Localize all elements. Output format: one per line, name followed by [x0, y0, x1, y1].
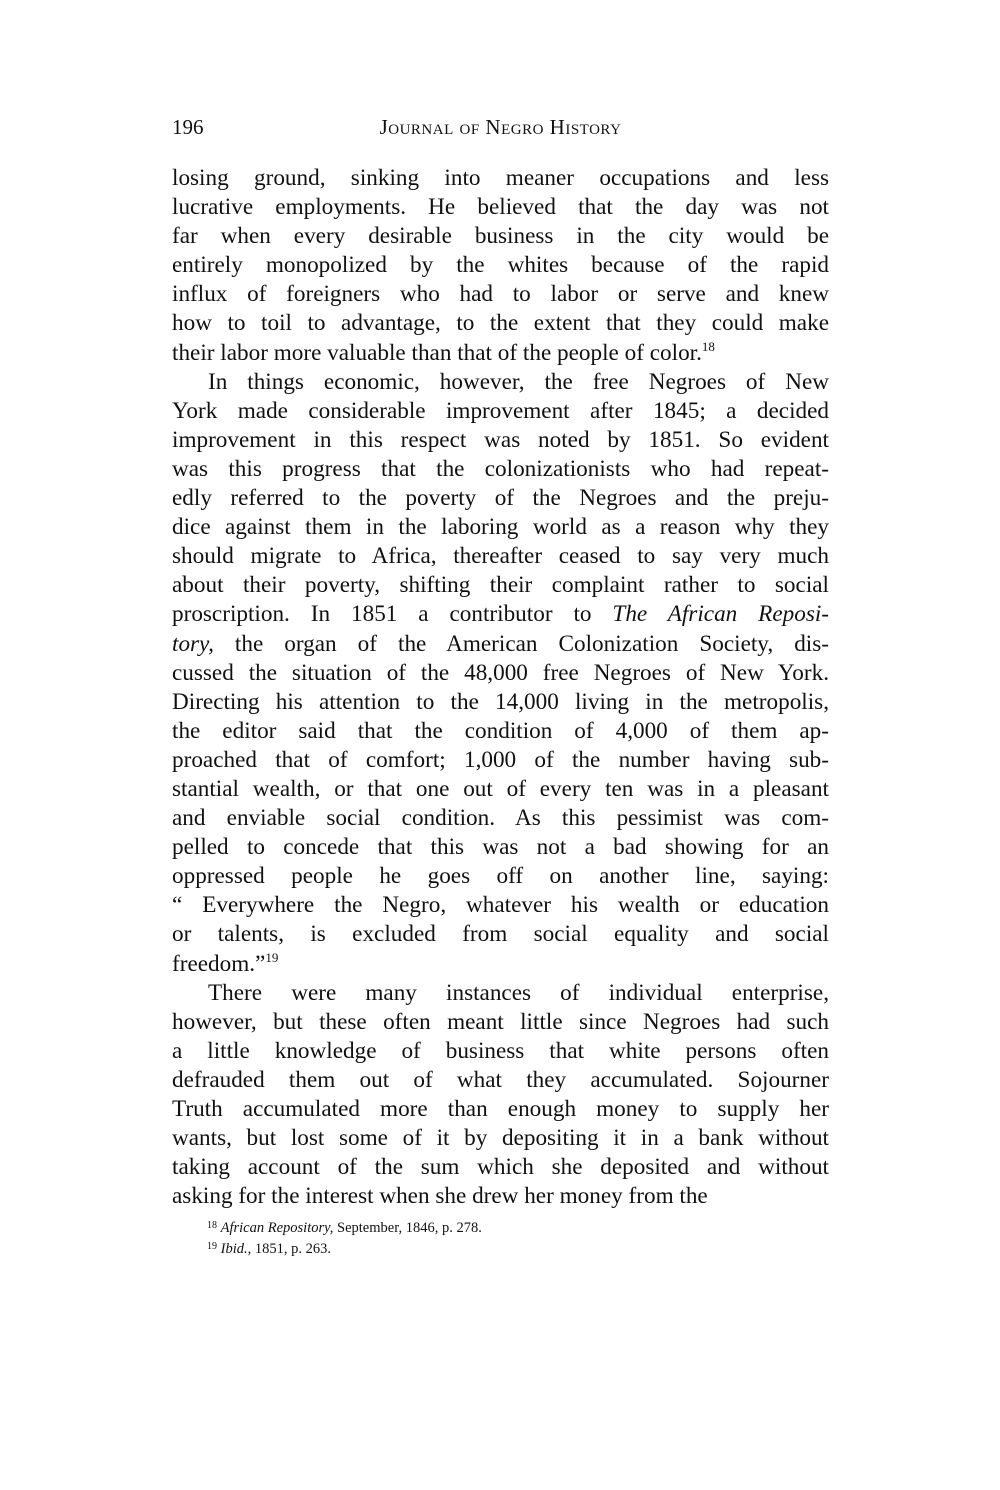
text-line: [172, 222, 829, 251]
italic-text: Ibid.,: [220, 1241, 252, 1257]
text-segment: proscription. In 1851 a contributor to: [172, 601, 613, 628]
text-line: [172, 339, 829, 368]
text-segment: stantial wealth, or that one out of every ten was in a pleasant: [172, 775, 829, 802]
text-segment: losing ground, sinking into meaner occupations and less: [172, 165, 829, 191]
page-header: [172, 115, 829, 147]
italic-text: African Repository,: [220, 1220, 334, 1236]
text-line: [172, 193, 829, 222]
text-line: [172, 251, 829, 280]
text-segment: proached that of comfort; 1,000 of the number having sub-: [172, 746, 829, 773]
text-segment: the editor said that the condition of 4,000 of them ap-: [172, 717, 829, 744]
text-segment: how to toil to advantage, to the extent that they could make: [172, 310, 829, 337]
text-line: [172, 455, 829, 484]
text-line: [172, 746, 829, 775]
text-line: [172, 1095, 829, 1124]
text-line: [172, 513, 829, 542]
text-line: [172, 1182, 829, 1211]
text-segment: far when every desirable business in the city would be: [172, 223, 829, 250]
text-segment: freedom.”: [172, 950, 266, 977]
text-line: [172, 164, 829, 193]
text-line: [172, 426, 829, 455]
text-line: [172, 804, 829, 833]
text-line: [172, 542, 829, 571]
text-line: [172, 659, 829, 688]
text-line: [172, 280, 829, 309]
paragraph: [172, 979, 829, 1212]
text-segment: and enviable social condition. As this pessimist was com-: [172, 805, 829, 832]
text-line: [172, 950, 829, 979]
text-segment: edly referred to the poverty of the Negroes and the preju-: [172, 485, 829, 512]
text-line: [172, 1124, 829, 1153]
text-line: [172, 688, 829, 717]
italic-text: The African Reposi-: [612, 601, 830, 628]
text-segment: entirely monopolized by the whites because of the rapid: [172, 252, 829, 279]
text-segment: dice against them in the laboring world as a reason why they: [172, 514, 829, 541]
text-segment: September, 1846, p. 278.: [333, 1220, 482, 1236]
footnote: [207, 1239, 827, 1260]
footnote-marker: 19: [207, 1241, 217, 1252]
text-segment: asking for the interest when she drew her money from the: [172, 1183, 708, 1210]
footnotes: [207, 1218, 827, 1260]
text-line: [172, 891, 829, 920]
text-segment: improvement in this respect was noted by 1851. So evident: [172, 426, 829, 453]
text-segment: pelled to concede that this was not a bad showing for an: [172, 834, 829, 861]
footnote-marker: 18: [207, 1220, 217, 1231]
text-line: [172, 1037, 829, 1066]
text-segment: cussed the situation of the 48,000 free Negroes of New York.: [172, 659, 829, 686]
text-line: [172, 571, 829, 600]
text-line: [172, 484, 829, 513]
text-line: [172, 600, 829, 629]
text-segment: a little knowledge of business that white persons often: [172, 1037, 829, 1064]
text-line: [172, 309, 829, 338]
italic-text: tory,: [172, 630, 214, 657]
text-line: [172, 775, 829, 804]
text-line: [172, 833, 829, 862]
text-segment: 1851, p. 263.: [251, 1241, 331, 1257]
footnote: [207, 1218, 827, 1239]
text-segment: was this progress that the colonizationists who had repeat-: [172, 455, 829, 482]
text-segment: taking account of the sum which she deposited and without: [172, 1154, 829, 1181]
paragraph: [172, 164, 829, 368]
text-line: [172, 1153, 829, 1182]
page-number: 196: [172, 115, 204, 139]
text-segment: In things economic, however, the free Negroes of New: [208, 368, 829, 395]
text-segment: defrauded them out of what they accumulated. Sojourner: [172, 1066, 829, 1093]
text-segment: Directing his attention to the 14,000 living in the metropolis,: [172, 688, 829, 715]
text-segment: the organ of the American Colonization Society, dis-: [213, 630, 829, 657]
text-segment: however, but these often meant little since Negroes had such: [172, 1008, 829, 1035]
text-line: [172, 862, 829, 891]
text-line: [172, 368, 829, 397]
text-segment: about their poverty, shifting their complaint rather to social: [172, 572, 829, 599]
text-segment: their labor more valuable than that of the people of color.: [172, 339, 702, 366]
text-line: [172, 1066, 829, 1095]
text-segment: oppressed people he goes off on another line, saying:: [172, 863, 829, 890]
footnote-marker: 19: [265, 949, 279, 965]
text-segment: or talents, is excluded from social equality and social: [172, 921, 829, 948]
footnote-marker: 18: [701, 338, 715, 354]
text-line: [172, 397, 829, 426]
text-segment: Truth accumulated more than enough money to supply her: [172, 1096, 829, 1122]
text-line: [172, 979, 829, 1008]
text-segment: There were many instances of individual enterprise,: [208, 979, 829, 1006]
text-segment: should migrate to Africa, thereafter ceased to say very much: [172, 543, 829, 570]
text-line: [172, 1008, 829, 1037]
text-line: [172, 920, 829, 949]
running-title: Journal of Negro History: [379, 115, 622, 139]
text-line: [172, 630, 829, 659]
text-segment: lucrative employments. He believed that the day was not: [172, 194, 829, 221]
text-line: [172, 717, 829, 746]
paragraph: [172, 368, 829, 979]
text-segment: York made considerable improvement after 1845; a decided: [172, 397, 829, 424]
text-segment: wants, but lost some of it by depositing it in a bank without: [172, 1125, 829, 1152]
text-segment: influx of foreigners who had to labor or serve and knew: [172, 281, 829, 308]
body-text: [172, 164, 829, 1211]
text-segment: “ Everywhere the Negro, whatever his wealth or education: [172, 892, 829, 919]
